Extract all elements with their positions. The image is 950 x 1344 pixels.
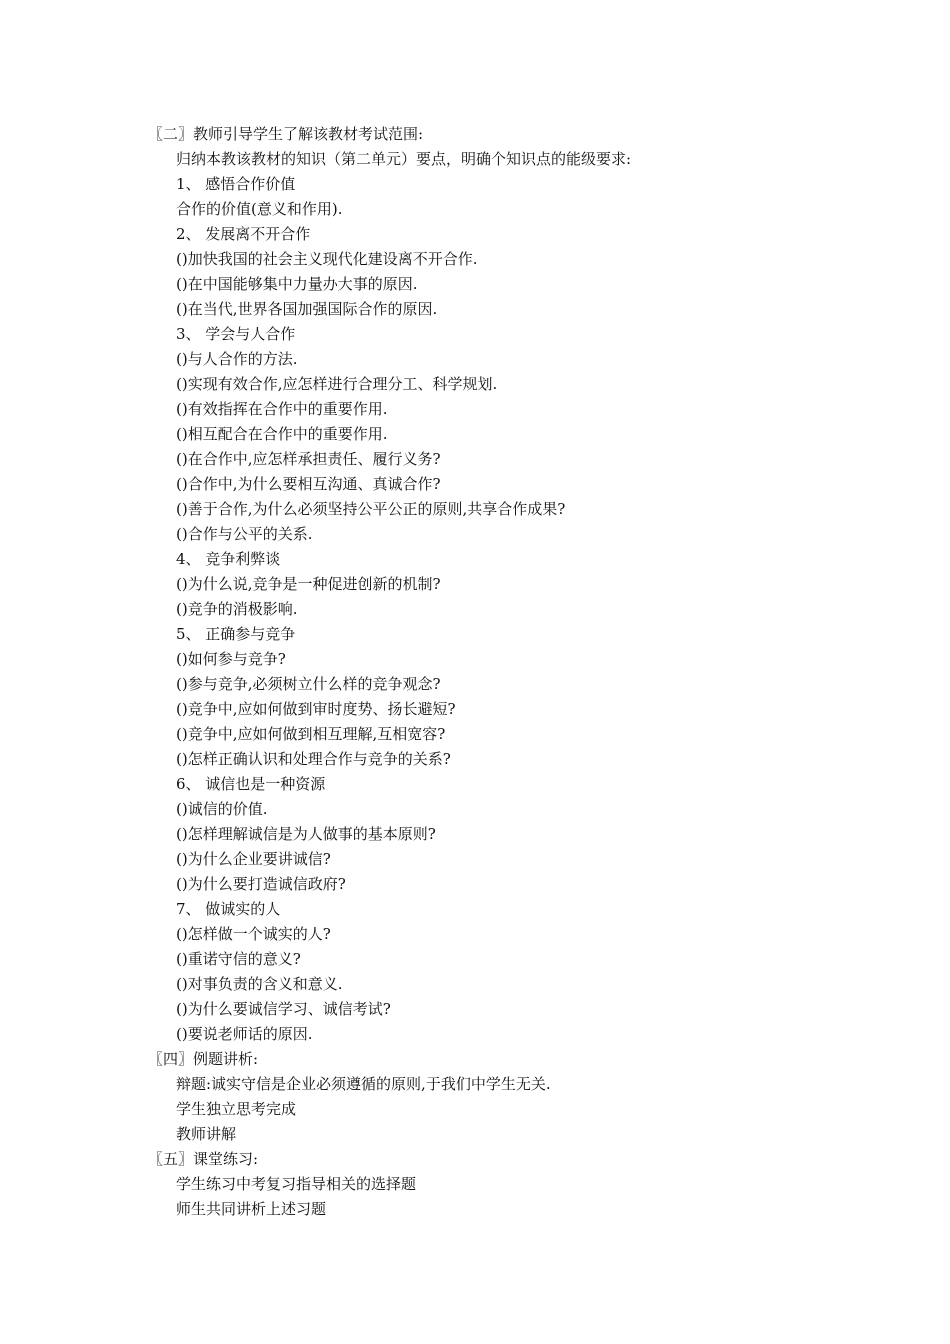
text-line: ()在合作中,应怎样承担责任、履行义务? [176, 450, 441, 468]
text-line: ()在中国能够集中力量办大事的原因. [176, 275, 418, 293]
document-body [148, 122, 868, 1222]
text-line: 教师讲解 [176, 1125, 237, 1143]
text-line: ()怎样理解诚信是为人做事的基本原则? [176, 825, 436, 843]
text-line: 学生独立思考完成 [176, 1100, 297, 1118]
text-line: 7、 做诚实的人 [176, 900, 281, 918]
text-line: ()实现有效合作,应怎样进行合理分工、科学规划. [176, 375, 498, 393]
text-line: ()重诺守信的意义? [176, 950, 301, 968]
text-line: 2、 发展离不开合作 [176, 225, 311, 243]
text-line: 师生共同讲析上述习题 [176, 1200, 327, 1218]
text-line: 学生练习中考复习指导相关的选择题 [176, 1175, 417, 1193]
text-line: ()合作中,为什么要相互沟通、真诚合作? [176, 475, 441, 493]
text-line: ()在当代,世界各国加强国际合作的原因. [176, 300, 438, 318]
text-line: ()要说老师话的原因. [176, 1025, 313, 1043]
text-line: ()为什么要诚信学习、诚信考试? [176, 1000, 391, 1018]
text-line: ()善于合作,为什么必须坚持公平公正的原则,共享合作成果? [176, 500, 566, 518]
text-line: ()竞争的消极影响. [176, 600, 298, 618]
section-heading: 〖四〗例题讲析: [148, 1050, 259, 1068]
text-line: 5、 正确参与竞争 [176, 625, 296, 643]
text-line: 归纳本教该教材的知识（第二单元）要点，明确个知识点的能级要求: [176, 150, 632, 168]
section-heading: 〖二〗教师引导学生了解该教材考试范围: [148, 125, 424, 143]
text-line: 辩题:诚实守信是企业必须遵循的原则,于我们中学生无关. [176, 1075, 551, 1093]
text-line: ()如何参与竞争? [176, 650, 286, 668]
text-line: 3、 学会与人合作 [176, 325, 296, 343]
text-line: ()加快我国的社会主义现代化建设离不开合作. [176, 250, 478, 268]
text-line: 6、 诚信也是一种资源 [176, 775, 326, 793]
text-line: ()竞争中,应如何做到审时度势、扬长避短? [176, 700, 456, 718]
text-line: ()有效指挥在合作中的重要作用. [176, 400, 388, 418]
text-line: ()怎样做一个诚实的人? [176, 925, 331, 943]
text-line: ()合作与公平的关系. [176, 525, 313, 543]
text-line: 1、 感悟合作价值 [176, 175, 296, 193]
text-line: ()参与竞争,必须树立什么样的竞争观念? [176, 675, 441, 693]
text-line: ()为什么企业要讲诚信? [176, 850, 331, 868]
text-line: ()与人合作的方法. [176, 350, 298, 368]
text-line: ()对事负责的含义和意义. [176, 975, 343, 993]
text-line: ()为什么说,竞争是一种促进创新的机制? [176, 575, 441, 593]
text-line: ()怎样正确认识和处理合作与竞争的关系? [176, 750, 451, 768]
text-line: 合作的价值(意义和作用). [176, 200, 343, 218]
text-line: ()诚信的价值. [176, 800, 268, 818]
text-line: ()相互配合在合作中的重要作用. [176, 425, 388, 443]
section-heading: 〖五〗课堂练习: [148, 1150, 259, 1168]
text-line: 4、 竞争利弊谈 [176, 550, 281, 568]
text-line: ()为什么要打造诚信政府? [176, 875, 346, 893]
text-line: ()竞争中,应如何做到相互理解,互相宽容? [176, 725, 446, 743]
